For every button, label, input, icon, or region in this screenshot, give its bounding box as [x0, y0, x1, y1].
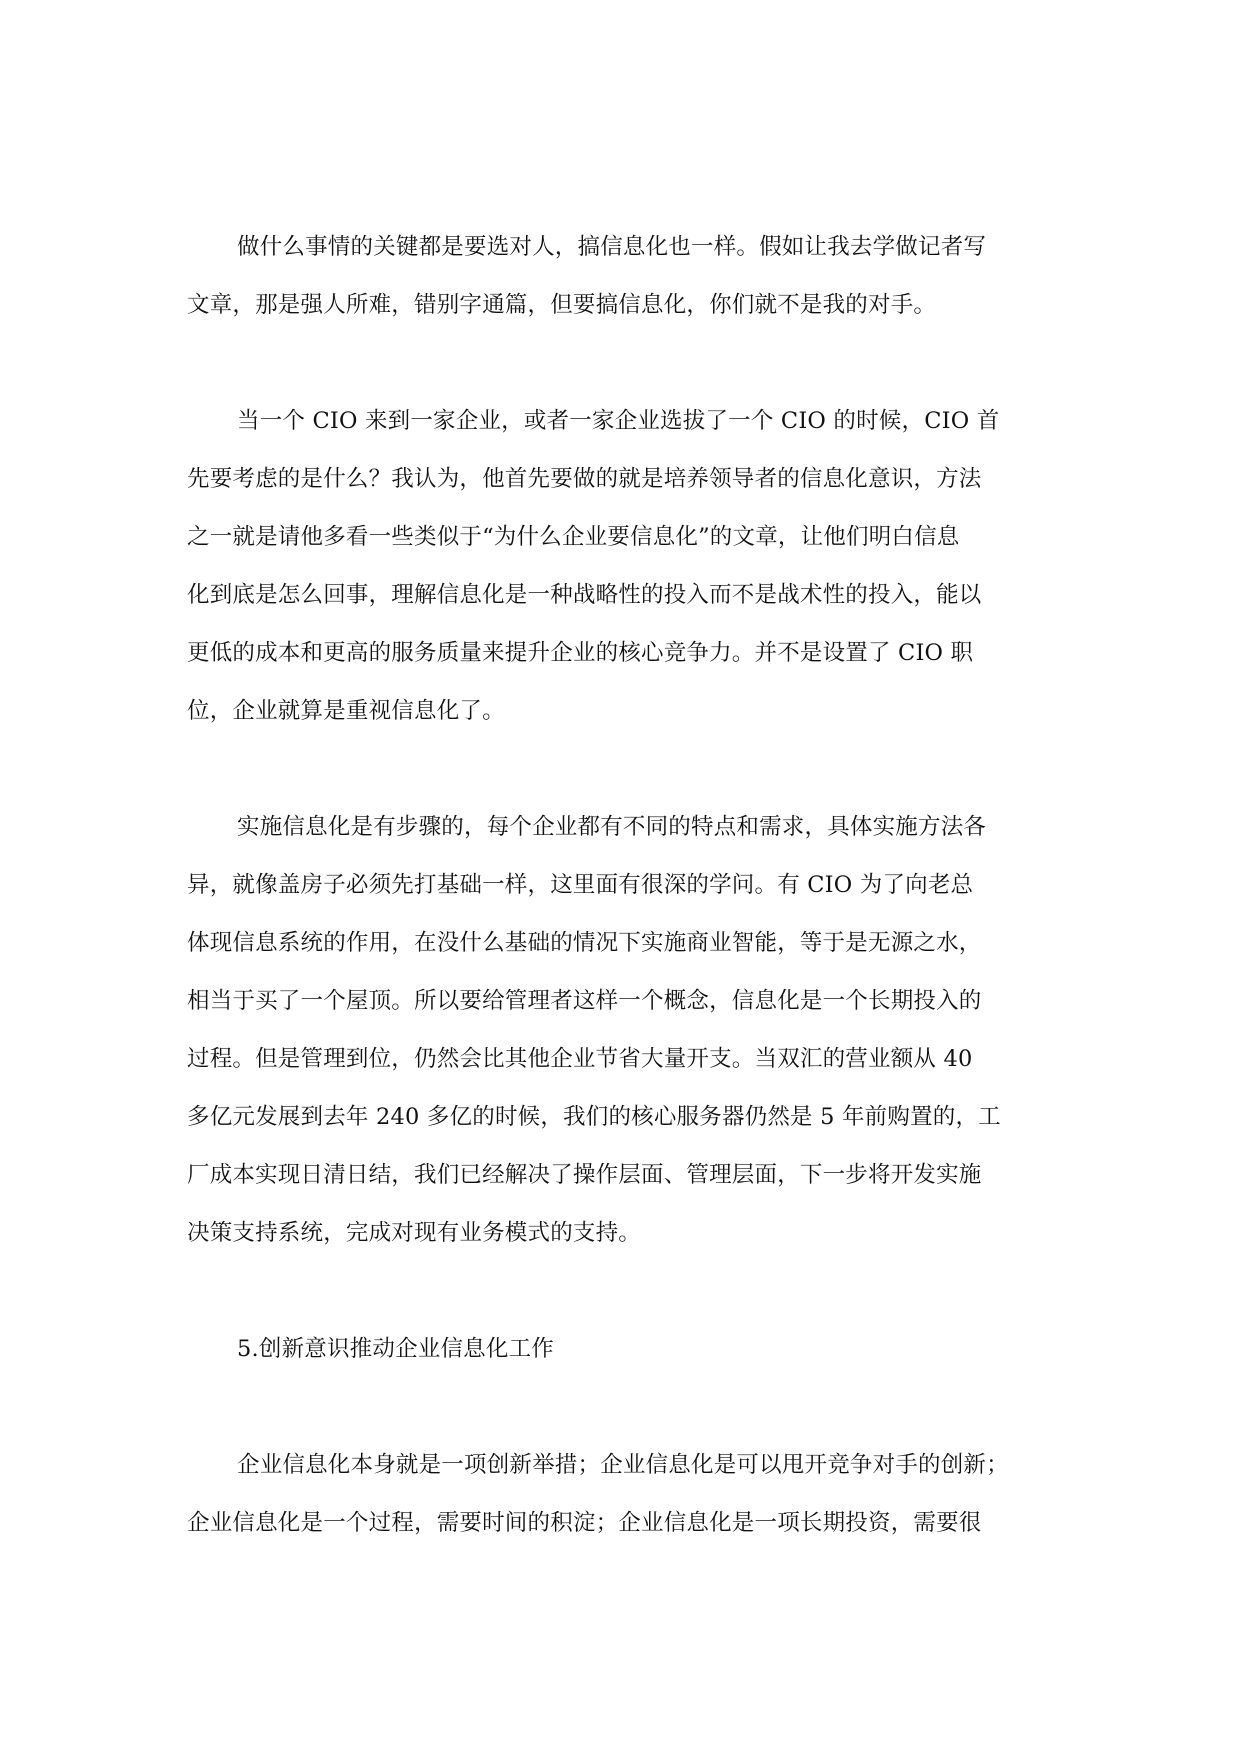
text-line: 实施信息化是有步骤的，每个企业都有不同的特点和需求，具体实施方法各 — [237, 814, 987, 840]
text-line: 企业信息化是一个过程，需要时间的积淀；企业信息化是一项长期投资，需要很 — [187, 1510, 982, 1536]
text-line: 决策支持系统，完成对现有业务模式的支持。 — [187, 1220, 642, 1246]
paragraph-cio-role — [187, 392, 1073, 740]
text-line: 厂成本实现日清日结，我们已经解决了操作层面、管理层面，下一步将开发实施 — [187, 1162, 982, 1188]
text-line: 体现信息系统的作用，在没什么基础的情况下实施商业智能，等于是无源之水， — [187, 930, 982, 956]
paragraph-selecting-people — [187, 218, 1073, 334]
text-line: 更低的成本和更高的服务质量来提升企业的核心竞争力。并不是设置了 CIO 职 — [187, 640, 974, 666]
text-line: 做什么事情的关键都是要选对人，搞信息化也一样。假如让我去学做记者写 — [237, 234, 987, 260]
section-heading — [187, 1320, 1073, 1378]
text-line: 相当于买了一个屋顶。所以要给管理者这样一个概念，信息化是一个长期投入的 — [187, 988, 982, 1014]
paragraph-implementation-steps — [187, 798, 1073, 1262]
text-line: 过程。但是管理到位，仍然会比其他企业节省大量开支。当双汇的营业额从 40 — [187, 1046, 973, 1072]
text-line: 多亿元发展到去年 240 多亿的时候，我们的核心服务器仍然是 5 年前购置的，工 — [187, 1104, 1001, 1130]
text-line: 先要考虑的是什么？我认为，他首先要做的就是培养领导者的信息化意识，方法 — [187, 466, 982, 492]
paragraph-innovation — [187, 1436, 1073, 1552]
text-line: 位，企业就算是重视信息化了。 — [187, 698, 505, 724]
text-line: 文章，那是强人所难，错别字通篇，但要搞信息化，你们就不是我的对手。 — [187, 292, 937, 318]
text-line: 异，就像盖房子必须先打基础一样，这里面有很深的学问。有 CIO 为了向老总 — [187, 872, 974, 898]
section-heading-text: 5.创新意识推动企业信息化工作 — [237, 1336, 554, 1362]
text-line: 之一就是请他多看一些类似于“为什么企业要信息化”的文章，让他们明白信息 — [187, 524, 960, 550]
text-line: 企业信息化本身就是一项创新举措；企业信息化是可以甩开竞争对手的创新； — [237, 1452, 1009, 1478]
document-body — [187, 218, 1073, 1552]
text-line: 化到底是怎么回事，理解信息化是一种战略性的投入而不是战术性的投入，能以 — [187, 582, 982, 608]
text-line: 当一个 CIO 来到一家企业，或者一家企业选拔了一个 CIO 的时候，CIO 首 — [237, 408, 1000, 434]
